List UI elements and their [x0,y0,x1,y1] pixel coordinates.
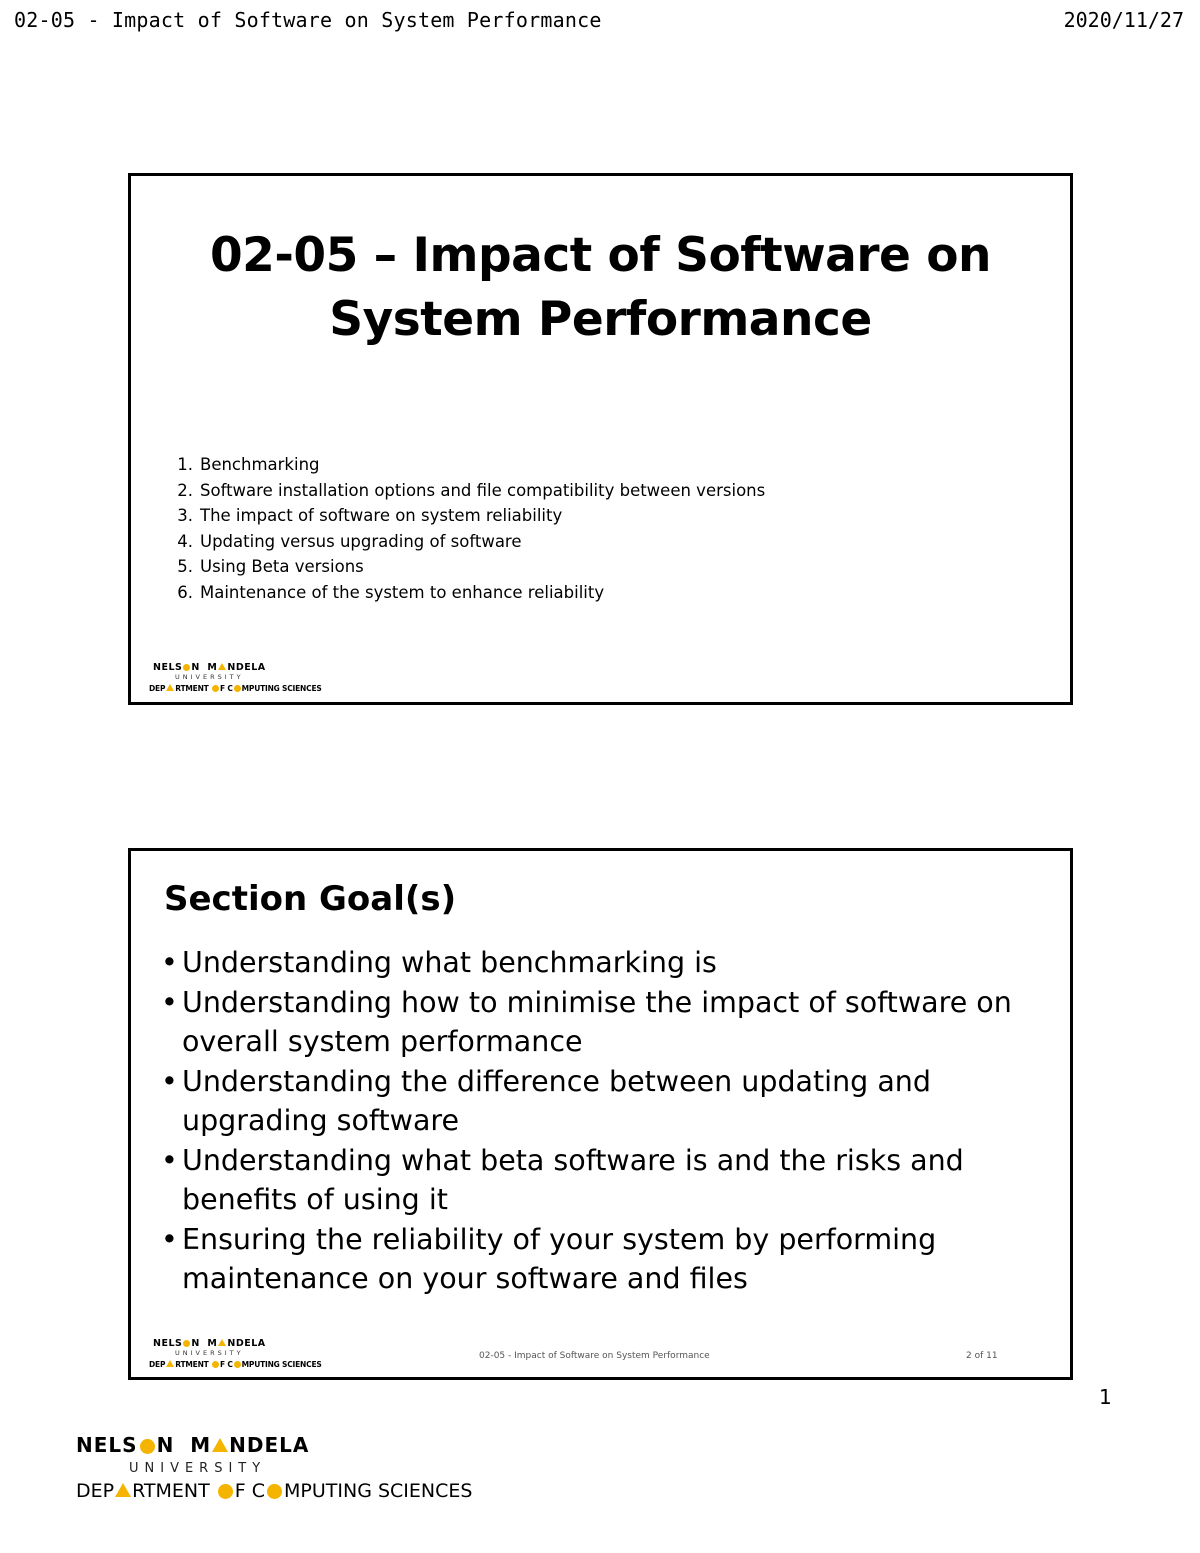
logo-text: F C [220,684,233,693]
logo-text: NELS [76,1433,138,1457]
list-item [171,503,765,529]
logo-text: NELS [153,662,183,673]
logo-text: MPUTING SCIENCES [241,1360,322,1369]
list-item-text: Software installation options and file compatibility between versions [200,480,766,500]
slide-footer-title: 02-05 - Impact of Software on System Performance [479,1351,710,1361]
university-logo [149,1338,322,1369]
logo-triangle-icon [166,1360,174,1367]
list-item-number: 1. [177,455,193,474]
slide-1-title-line1: 02-05 – Impact of Software on [209,228,991,283]
logo-text: F C [220,1360,233,1369]
list-item-text: Understanding what benchmarking is [182,946,717,979]
list-item-text: Updating versus upgrading of software [200,531,522,551]
logo-university: UNIVERSITY [175,673,244,681]
logo-dot-icon [234,685,241,692]
slide-footer-page: 2 of 11 [966,1351,998,1361]
logo-text: N [191,1338,200,1349]
list-item-text: Maintenance of the system to enhance reliability [200,582,605,602]
logo-text: RTMENT [132,1480,216,1502]
logo-text: MPUTING SCIENCES [284,1480,473,1502]
list-item [161,1062,1041,1141]
logo-dot-icon [234,1361,241,1368]
logo-text: NDELA [227,662,266,673]
logo-text: DEP [149,684,166,693]
logo-dot-icon [140,1439,155,1454]
list-item-text: Ensuring the reliability of your system by performing maintenance on your software and files [182,1222,937,1295]
topic-list [171,452,765,606]
logo-text: M [207,662,218,673]
logo-text: M [190,1433,212,1457]
logo-text: DEP [149,1360,166,1369]
list-item-number: 3. [177,506,193,526]
list-item [171,452,765,478]
logo-triangle-icon [166,684,174,691]
list-item-number: 4. [177,531,193,551]
list-item-number: 6. [177,582,193,602]
bullet-icon: • [161,1064,178,1098]
list-item [171,580,765,606]
logo-text: NDELA [227,1338,266,1349]
list-item-text: Using Beta versions [200,557,364,577]
page-number: 1 [1099,1385,1112,1409]
logo-dot-icon [183,664,190,671]
logo-triangle-icon [212,1438,228,1452]
logo-text: N [156,1433,175,1457]
list-item-text: Understanding how to minimise the impact of software on overall system performance [182,985,1012,1058]
slide-1-title [131,224,1070,352]
bullet-icon: • [161,946,178,979]
list-item [171,478,765,504]
bullet-icon: • [161,1222,178,1256]
page-header-date: 2020/11/27 [1063,8,1184,32]
list-item-text: Understanding what beta software is and the risks and benefits of using it [182,1143,964,1216]
logo-text: NELS [153,1338,183,1349]
goal-list [161,943,1041,1299]
bullet-icon: • [161,985,178,1019]
logo-text: NDELA [229,1433,310,1457]
list-item-number: 2. [177,480,193,500]
list-item [161,1220,1041,1299]
university-logo-large [76,1433,472,1502]
logo-dot-icon [218,1484,233,1499]
list-item-text: Benchmarking [200,455,320,474]
logo-dot-icon [212,1361,219,1368]
page-header-title: 02-05 - Impact of Software on System Performance [14,8,602,32]
bullet-icon: • [161,1143,178,1177]
logo-dot-icon [267,1484,282,1499]
logo-text: RTMENT [175,684,211,693]
list-item [171,554,765,580]
list-item [161,943,1041,983]
logo-triangle-icon [115,1483,131,1497]
logo-text: F C [234,1480,266,1502]
university-logo [149,662,322,693]
slide-1 [128,173,1073,705]
logo-text: DEP [76,1480,115,1502]
list-item [171,529,765,555]
logo-university: UNIVERSITY [175,1349,244,1357]
logo-triangle-icon [218,1339,226,1346]
slide-2-title: Section Goal(s) [164,879,457,919]
list-item-number: 5. [177,557,193,577]
logo-triangle-icon [218,663,226,670]
list-item [161,983,1041,1062]
list-item-text: The impact of software on system reliability [200,506,563,526]
logo-text: RTMENT [175,1360,211,1369]
list-item [161,1141,1041,1220]
logo-text: N [191,662,200,673]
logo-text: M [207,1338,218,1349]
logo-dot-icon [183,1340,190,1347]
logo-text: MPUTING SCIENCES [241,684,322,693]
slide-2 [128,848,1073,1380]
list-item-text: Understanding the difference between updating and upgrading software [182,1064,931,1137]
logo-university: UNIVERSITY [129,1461,267,1476]
logo-dot-icon [212,685,219,692]
slide-1-title-line2: System Performance [329,292,872,347]
